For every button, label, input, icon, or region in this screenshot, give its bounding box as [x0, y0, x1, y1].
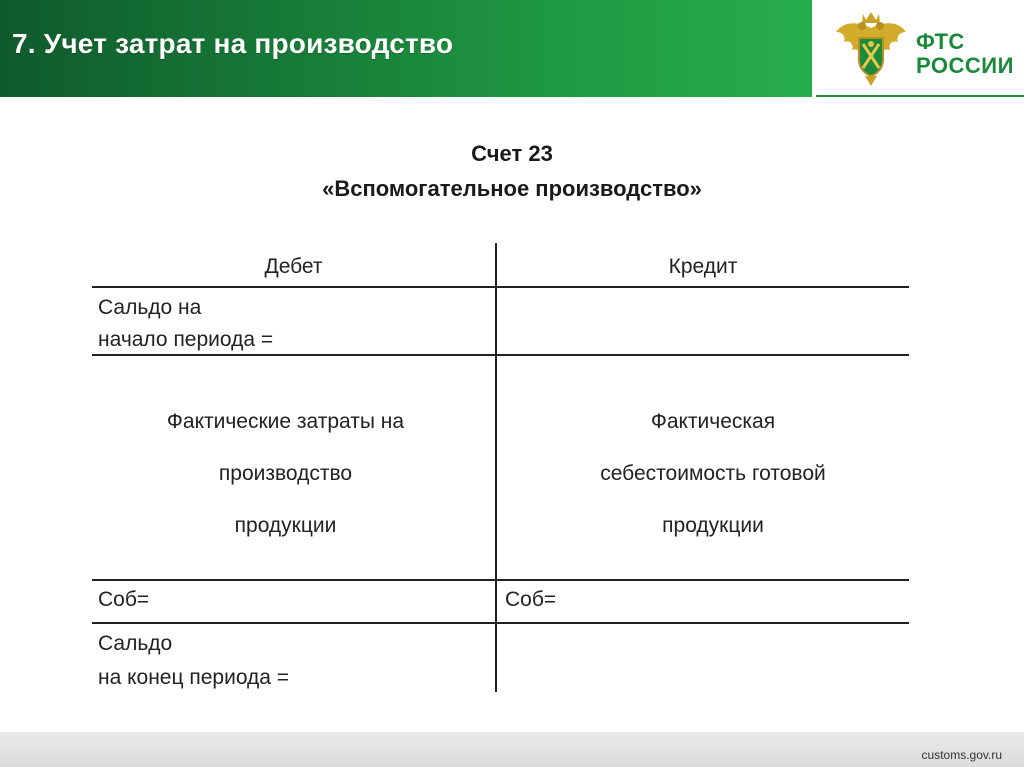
t-account-center-line: [495, 243, 497, 692]
header-bar: [0, 0, 812, 97]
account-number-title: Счет 23: [471, 141, 553, 166]
debit-body: [92, 396, 479, 552]
credit-body-line-3: продукции: [662, 514, 764, 537]
debit-turnover: Соб=: [98, 588, 150, 611]
credit-header: Кредит: [668, 255, 738, 278]
debit-body-line-3: продукции: [234, 514, 337, 537]
closing-balance-line-1: Сальдо: [98, 632, 173, 655]
footer-url: customs.gov.ru: [921, 748, 1002, 762]
page-title: 7. Учет затрат на производство: [12, 28, 454, 59]
logo-line-1: ФТС: [916, 29, 965, 54]
emblem-icon: [830, 8, 912, 90]
closing-balance-line-2: на конец периода =: [98, 666, 290, 689]
body-divider: [92, 579, 909, 581]
debit-header: Дебет: [264, 255, 323, 278]
opening-balance-line-1: Сальдо на: [98, 296, 202, 319]
logo: [816, 0, 1024, 97]
logo-line-2: РОССИИ: [916, 53, 1014, 78]
account-name-title: «Вспомогательное производство»: [322, 176, 702, 201]
credit-turnover: Соб=: [505, 588, 557, 611]
opening-balance-line-2: начало периода =: [98, 328, 274, 351]
debit-body-line-2: производство: [218, 462, 353, 485]
debit-body-line-1: Фактические затраты на: [166, 410, 405, 433]
credit-body-line-1: Фактическая: [650, 410, 776, 433]
opening-balance: [98, 292, 273, 356]
closing-balance: [98, 627, 289, 695]
header-divider: [92, 286, 909, 288]
credit-body-line-2: себестоимость готовой: [600, 462, 826, 485]
footer-band: [0, 732, 1024, 767]
credit-body: [507, 396, 919, 552]
turnover-divider: [92, 622, 909, 624]
logo-text: [916, 30, 1014, 78]
